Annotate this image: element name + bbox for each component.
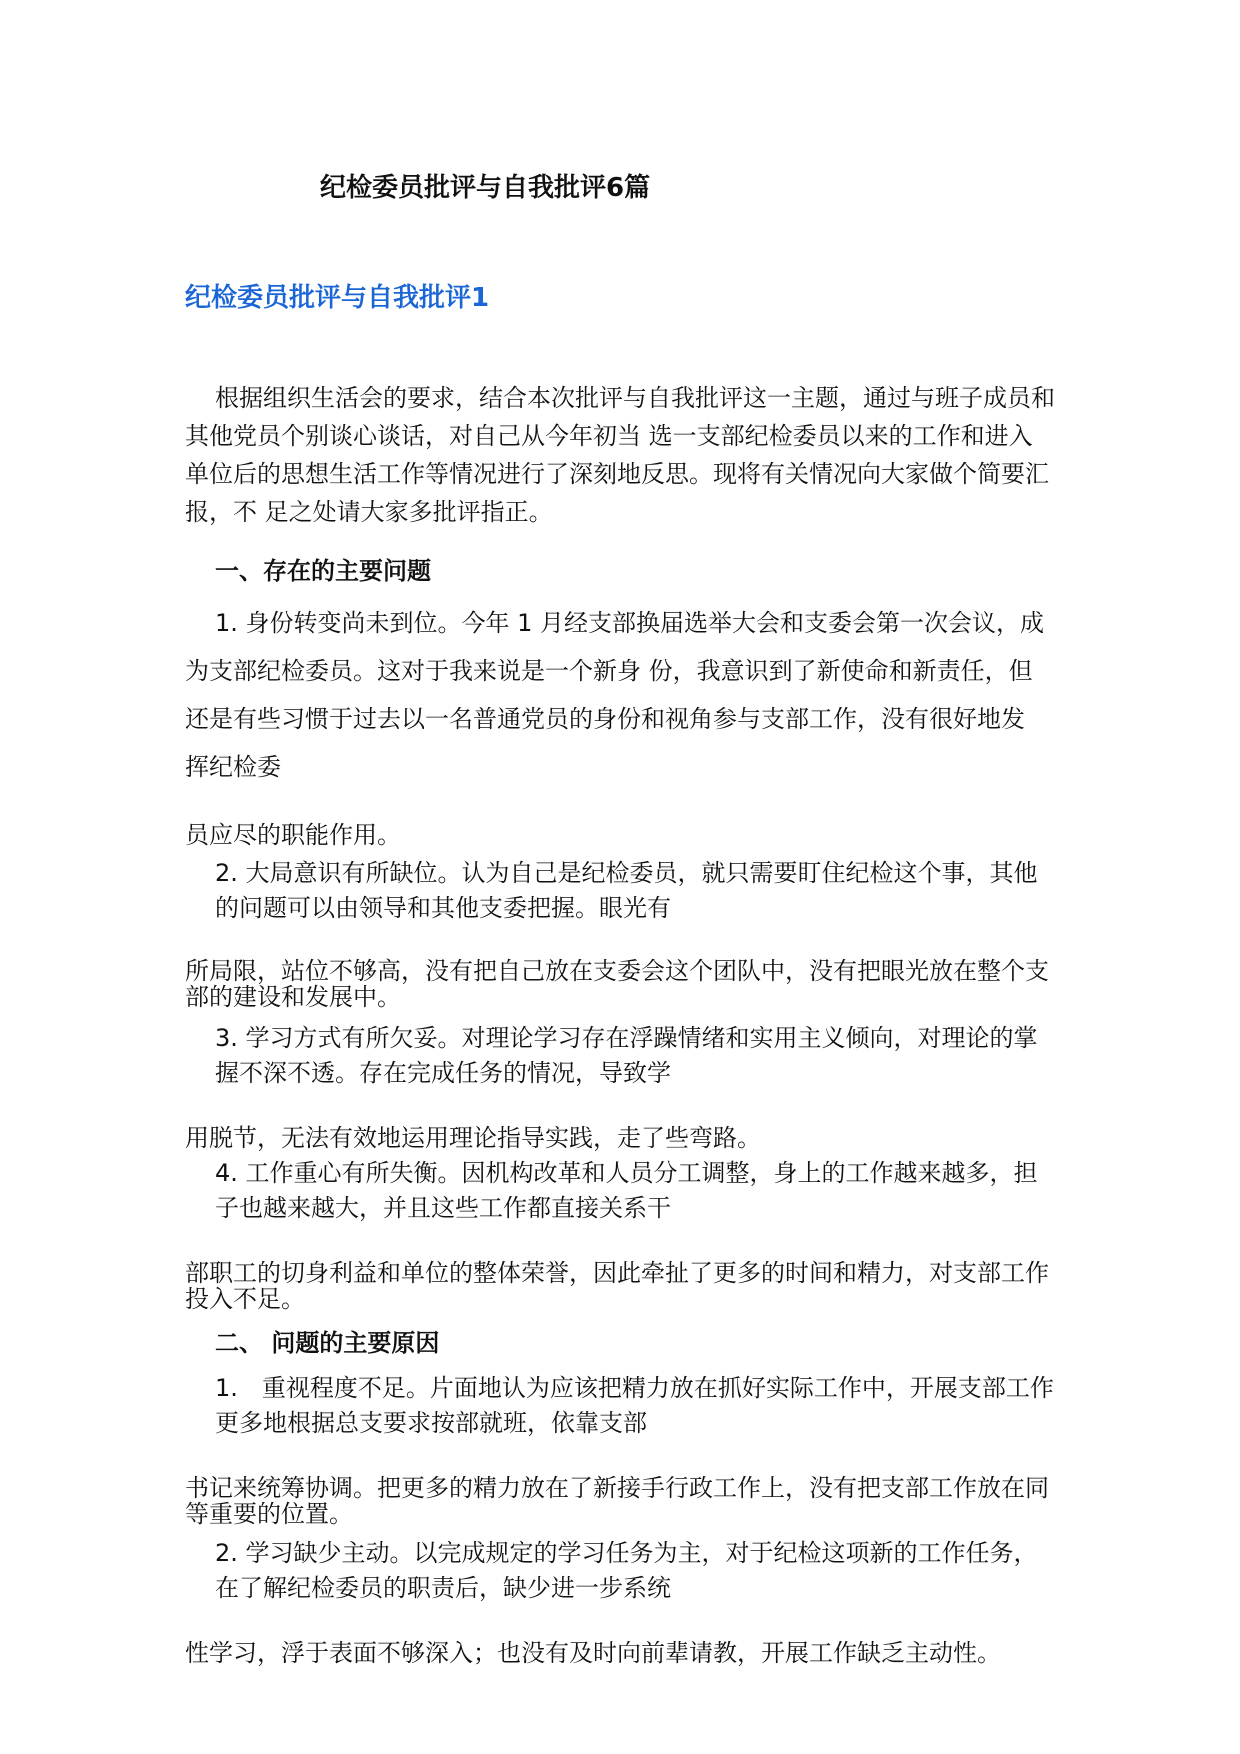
body-line: 挥纪检委 (185, 753, 281, 781)
body-line: 部的建设和发展中。 (185, 983, 401, 1011)
body-line: 报，不 足之处请大家多批评指正。 (185, 498, 553, 526)
body-line: 2. 大局意识有所缺位。认为自己是纪检委员，就只需要盯住纪检这个事，其他 (215, 859, 1038, 887)
body-line: 等重要的位置。 (185, 1500, 353, 1528)
body-line: 其他党员个别谈心谈话，对自己从今年初当 选一支部纪检委员以来的工作和进入 (185, 422, 1033, 450)
body-line: 1. 身份转变尚未到位。今年 1 月经支部换届选举大会和支委会第一次会议，成 (215, 609, 1045, 637)
body-line: 的问题可以由领导和其他支委把握。眼光有 (215, 894, 671, 922)
section-heading: 纪检委员批评与自我批评1 (185, 283, 490, 313)
body-line: 部职工的切身利益和单位的整体荣誉，因此牵扯了更多的时间和精力，对支部工作 (185, 1259, 1049, 1287)
body-line: 2. 学习缺少主动。以完成规定的学习任务为主，对于纪检这项新的工作任务， (215, 1539, 1038, 1567)
body-line: 为支部纪检委员。这对于我来说是一个新身 份，我意识到了新使命和新责任，但 (185, 657, 1033, 685)
subheading-causes: 二、 问题的主要原因 (215, 1329, 440, 1357)
body-line: 在了解纪检委员的职责后，缺少进一步系统 (215, 1574, 671, 1602)
body-line: 员应尽的职能作用。 (185, 821, 401, 849)
body-line: 性学习，浮于表面不够深入；也没有及时向前辈请教，开展工作缺乏主动性。 (185, 1639, 1001, 1667)
body-line: 还是有些习惯于过去以一名普通党员的身份和视角参与支部工作，没有很好地发 (185, 705, 1025, 733)
body-line: 1. 重视程度不足。片面地认为应该把精力放在抓好实际工作中，开展支部工作 (215, 1374, 1054, 1402)
subheading-problems: 一、存在的主要问题 (215, 557, 431, 585)
body-line: 更多地根据总支要求按部就班，依靠支部 (215, 1409, 647, 1437)
body-line: 握不深不透。存在完成任务的情况，导致学 (215, 1059, 671, 1087)
body-line: 书记来统筹协调。把更多的精力放在了新接手行政工作上，没有把支部工作放在同 (185, 1474, 1049, 1502)
body-line: 根据组织生活会的要求，结合本次批评与自我批评这一主题，通过与班子成员和 (215, 384, 1055, 412)
document-title: 纪检委员批评与自我批评6篇 (320, 173, 651, 203)
body-line: 4. 工作重心有所失衡。因机构改革和人员分工调整，身上的工作越来越多，担 (215, 1159, 1038, 1187)
body-line: 投入不足。 (185, 1285, 305, 1313)
body-line: 单位后的思想生活工作等情况进行了深刻地反思。现将有关情况向大家做个简要汇 (185, 460, 1049, 488)
body-line: 用脱节，无法有效地运用理论指导实践，走了些弯路。 (185, 1124, 761, 1152)
body-line: 所局限，站位不够高，没有把自己放在支委会这个团队中，没有把眼光放在整个支 (185, 957, 1049, 985)
body-line: 3. 学习方式有所欠妥。对理论学习存在浮躁情绪和实用主义倾向，对理论的掌 (215, 1024, 1038, 1052)
body-line: 子也越来越大，并且这些工作都直接关系干 (215, 1194, 671, 1222)
